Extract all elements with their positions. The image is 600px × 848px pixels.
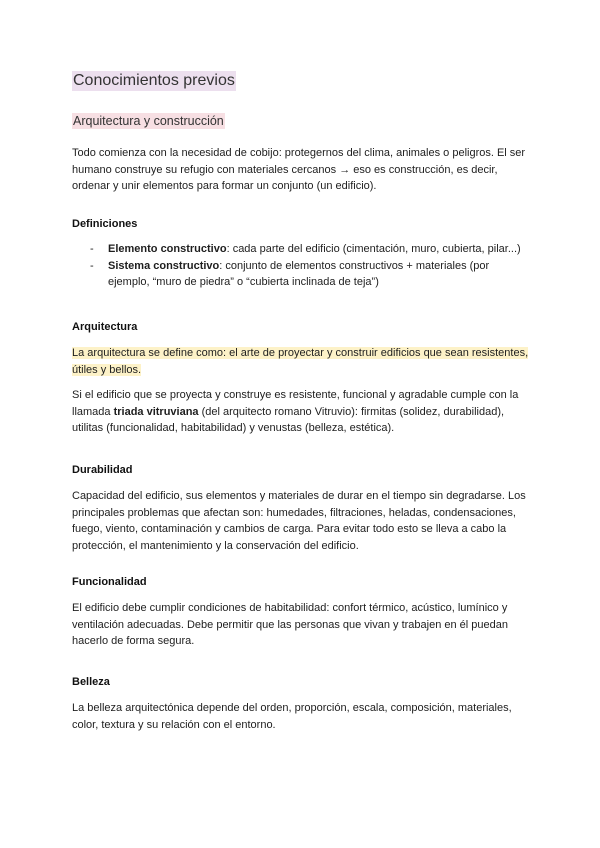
list-item	[72, 241, 532, 258]
funcionalidad-paragraph: El edificio debe cumplir condiciones de habitabilidad: confort térmico, acústico, lumínico y ventilación adecuadas. Debe permitir que las personas que vivan y trabajen en él puedan hacerlo de forma segura.	[72, 602, 509, 647]
paragraph-text: (del arquitecto romano Vitruvio): firmitas (solidez, durabilidad), utilitas (funcionalidad, habitabilidad) y venustas (belleza, estética).	[72, 405, 505, 434]
highlighted-definition	[72, 345, 532, 378]
vitruvian-paragraph	[72, 387, 532, 437]
triada-vitruviana-term: triada vitruviana	[113, 405, 199, 418]
definition-text: : cada parte del edificio (cimentación, muro, cubierta, pilar...)	[226, 243, 521, 255]
heading-arquitectura: Arquitectura	[72, 321, 138, 333]
heading-durabilidad: Durabilidad	[72, 464, 133, 476]
list-item	[72, 258, 532, 291]
heading-belleza: Belleza	[72, 676, 110, 688]
term-sistema-constructivo: Sistema constructivo	[108, 259, 220, 272]
term-elemento-constructivo: Elemento constructivo	[108, 243, 227, 255]
bullet-dash: -	[90, 259, 94, 272]
definition-text: : conjunto de elementos constructivos + materiales (por ejemplo, “muro de piedra” o “cubierta inclinada de teja”)	[108, 259, 490, 288]
section-subtitle: Arquitectura y construcción	[73, 114, 224, 128]
bullet-dash: -	[90, 243, 94, 255]
definitions-list	[72, 241, 532, 291]
intro-paragraph: Todo comienza con la necesidad de cobijo: protegernos del clima, animales o peligros. El ser humano construye su refugio con materiales cercanos → eso es construcción, es decir, ordenar y unir elementos para formar un conjunto (un edificio).	[72, 147, 526, 192]
belleza-paragraph: La belleza arquitectónica depende del orden, proporción, escala, composición, materiales, color, textura y su relación con el entorno.	[72, 702, 512, 731]
page-title: Conocimientos previos	[73, 72, 235, 89]
highlight-text: La arquitectura se define como: el arte de proyectar y construir edificios que sean resistentes, útiles y bellos.	[72, 347, 529, 376]
heading-definiciones: Definiciones	[72, 218, 138, 230]
paragraph-text: Si el edificio que se proyecta y construye es resistente, funcional y agradable cumple con la llamada	[72, 389, 519, 418]
heading-funcionalidad: Funcionalidad	[72, 576, 147, 588]
durabilidad-paragraph: Capacidad del edificio, sus elementos y materiales de durar en el tiempo sin degradarse. Los principales problemas que afectan son: humedades, filtraciones, heladas, condensaciones, fuego, viento, contaminación y cambios de carga. Para evitar todo esto se lleva a cabo la protección, el mantenimiento y la conservación del edificio.	[72, 490, 526, 552]
